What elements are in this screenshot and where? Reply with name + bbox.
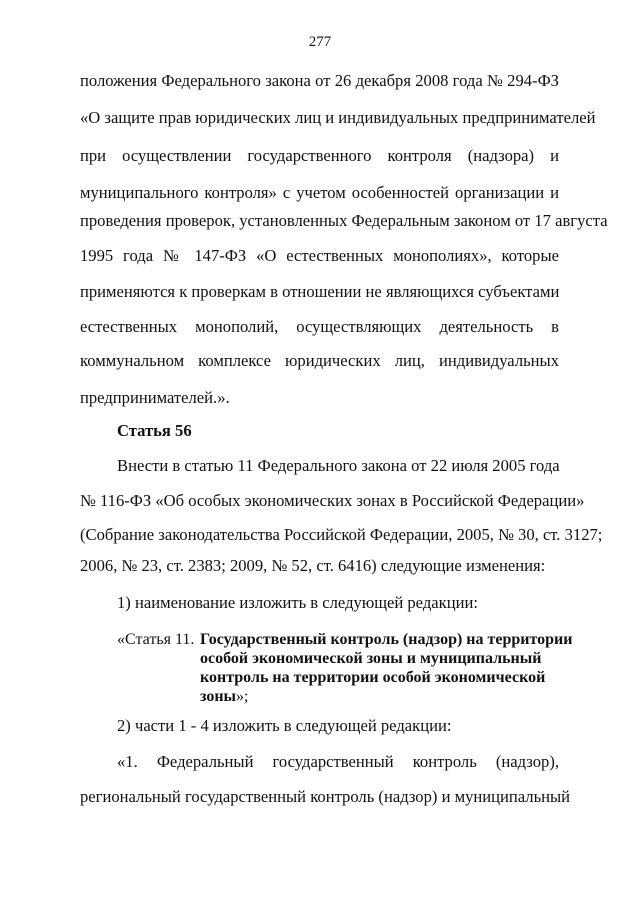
quoted-article-number: «Статья 11. xyxy=(117,631,195,648)
quoted-heading-tail: »; xyxy=(236,688,249,705)
article-title: Статья 56 xyxy=(117,421,192,440)
paragraph-line: предпринимателей.». xyxy=(80,388,230,407)
paragraph-line: муниципального контроля» с учетом особенностей организации и xyxy=(80,183,559,202)
paragraph-line: № 116-ФЗ «Об особых экономических зонах в Российской Федерации» xyxy=(80,491,585,510)
paragraph-line: положения Федерального закона от 26 декабря 2008 года № 294-ФЗ xyxy=(80,71,559,90)
paragraph-line: применяются к проверкам в отношении не являющихся субъектами xyxy=(80,282,560,301)
paragraph-line: 2006, № 23, ст. 2383; 2009, № 52, ст. 6416) следующие изменения: xyxy=(80,556,546,575)
paragraph-line: региональный государственный контроль (надзор) и муниципальный xyxy=(80,787,571,806)
paragraph-line: (Собрание законодательства Российской Федерации, 2005, № 30, ст. 3127; xyxy=(80,525,603,544)
quoted-heading-line: Государственный контроль (надзор) на территории xyxy=(200,631,573,648)
paragraph-line: естественных монополий, осуществляющих деятельность в xyxy=(80,317,559,336)
quoted-heading-line: контроль на территории особой экономической xyxy=(200,669,546,686)
paragraph-line: «1. Федеральный государственный контроль (надзор), xyxy=(117,752,559,771)
paragraph-line: проведения проверок, установленных Федеральным законом от 17 августа xyxy=(80,211,608,230)
page-number: 277 xyxy=(308,34,332,50)
list-item: 2) части 1 - 4 изложить в следующей редакции: xyxy=(117,716,452,735)
quoted-heading-line: особой экономической зоны и муниципальный xyxy=(200,650,542,667)
quoted-heading-line xyxy=(200,687,570,706)
paragraph-line: «О защите прав юридических лиц и индивидуальных предпринимателей xyxy=(80,108,596,127)
paragraph-line: 1995 года № 147-ФЗ «О естественных монополиях», которые xyxy=(80,246,559,265)
quoted-heading-last: зоны xyxy=(200,688,237,705)
paragraph-line: Внести в статью 11 Федерального закона от 22 июля 2005 года xyxy=(117,456,560,475)
list-item: 1) наименование изложить в следующей редакции: xyxy=(117,593,478,612)
paragraph-line: коммунальном комплексе юридических лиц, индивидуальных xyxy=(80,351,559,370)
paragraph-line: при осуществлении государственного контроля (надзора) и xyxy=(80,146,559,165)
